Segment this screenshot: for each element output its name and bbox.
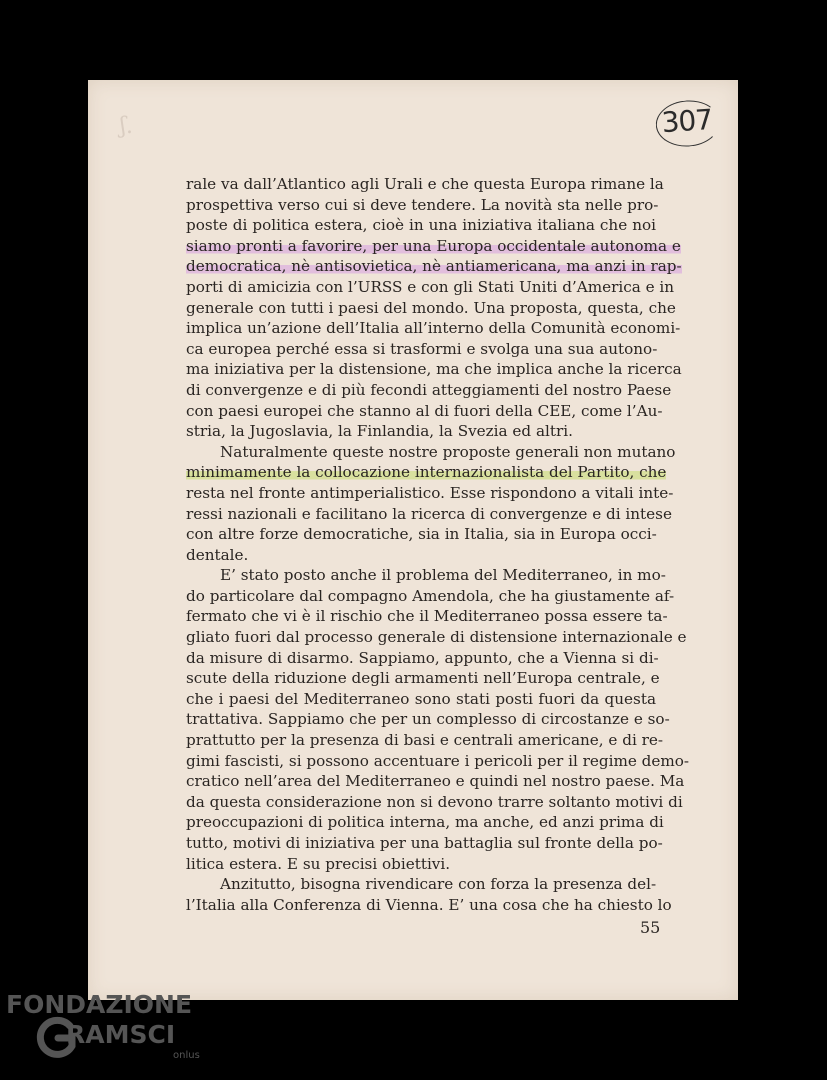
text-line: porti di amicizia con l’URSS e con gli Stati Uniti d’America e in bbox=[186, 277, 675, 296]
text-line: tutto, motivi di iniziativa per una battaglia sul fronte della po- bbox=[186, 834, 663, 852]
text-line: trattativa. Sappiamo che per un complesso di circostanze e so- bbox=[186, 710, 670, 729]
text-line: prospettiva verso cui si deve tendere. La novità sta nelle pro- bbox=[186, 195, 659, 214]
text-line-highlighted bbox=[186, 236, 681, 257]
text-line: ressi nazionali e facilitano la ricerca di convergenze e di intese bbox=[186, 504, 672, 523]
text-line: litica estera. E su precisi obiettivi. bbox=[186, 854, 451, 873]
text-line: stria, la Jugoslavia, la Finlandia, la Svezia ed altri. bbox=[186, 422, 573, 441]
text-line: preoccupazioni di politica interna, ma anche, ed anzi prima di bbox=[186, 813, 664, 832]
archive-number bbox=[661, 102, 730, 150]
text-line: da misure di disarmo. Sappiamo, appunto, che a Vienna si di- bbox=[186, 648, 659, 667]
body-text bbox=[186, 174, 690, 915]
text-line: rale va dall’Atlantico agli Urali e che questa Europa rimane la bbox=[186, 175, 664, 193]
text-line: che i paesi del Mediterraneo sono stati posti fuori da questa bbox=[186, 689, 656, 708]
text-line: gimi fascisti, si possono accentuare i pericoli per il regime demo- bbox=[186, 751, 690, 770]
text-line: E’ stato posto anche il problema del Mediterraneo, in mo- bbox=[220, 566, 666, 585]
text-line: gliato fuori dal processo generale di distensione internazionale e bbox=[186, 628, 687, 647]
page-number: 55 bbox=[640, 918, 661, 937]
text-line-highlighted bbox=[186, 256, 682, 277]
scanned-page bbox=[88, 80, 738, 1000]
text-line: do particolare dal compagno Amendola, che ha giustamente af- bbox=[186, 586, 675, 605]
text-line: Anzitutto, bisogna rivendicare con forza la presenza del- bbox=[220, 875, 657, 894]
text-line: fermato che vi è il rischio che il Mediterraneo possa essere ta- bbox=[186, 607, 668, 626]
text-line: l’Italia alla Conferenza di Vienna. E’ una cosa che ha chiesto lo bbox=[186, 895, 672, 914]
text-line: poste di politica estera, cioè in una iniziativa italiana che noi bbox=[186, 216, 656, 235]
archive-number-text: 307 bbox=[660, 102, 714, 140]
text-line: implica un’azione dell’Italia all’interno della Comunità economi- bbox=[186, 319, 681, 338]
text-line: scute della riduzione degli armamenti nell’Europa centrale, e bbox=[186, 669, 660, 688]
text-line: generale con tutti i paesi del mondo. Una proposta, questa, che bbox=[186, 298, 676, 317]
logo-line-2: RAMSCI bbox=[66, 1020, 176, 1049]
logo-line-1: FONDAZIONE bbox=[6, 990, 193, 1019]
text-line-highlighted bbox=[186, 462, 667, 483]
text-line: dentale. bbox=[186, 545, 249, 564]
text-line: prattutto per la presenza di basi e centrali americane, e di re- bbox=[186, 731, 664, 750]
text-line: cratico nell’area del Mediterraneo e quindi nel nostro paese. Ma bbox=[186, 772, 685, 791]
text-line: Naturalmente queste nostre proposte generali non mutano bbox=[220, 442, 676, 461]
text-line: ma iniziativa per la distensione, ma che implica anche la ricerca bbox=[186, 360, 682, 379]
text-line: con altre forze democratiche, sia in Italia, sia in Europa occi- bbox=[186, 525, 657, 544]
text-line: resta nel fronte antimperialistico. Esse rispondono a vitali inte- bbox=[186, 483, 674, 502]
fondazione-gramsci-logo bbox=[6, 990, 206, 1070]
highlight-purple: democratica, nè antisovietica, nè antiamericana, ma anzi in rap- bbox=[186, 257, 682, 276]
logo-subtitle: onlus bbox=[173, 1050, 200, 1061]
text-line: di convergenze e di più fecondi atteggiamenti del nostro Paese bbox=[186, 380, 672, 399]
highlight-purple: siamo pronti a favorire, per una Europa occidentale autonoma e bbox=[186, 236, 681, 255]
text-line: con paesi europei che stanno al di fuori della CEE, come l’Au- bbox=[186, 401, 663, 420]
text-line: ca europea perché essa si trasformi e svolga una sua autono- bbox=[186, 339, 658, 358]
highlight-green: minimamente la collocazione internazionalista del Partito, che bbox=[186, 463, 667, 482]
faint-pencil-mark: ʃ. bbox=[120, 114, 133, 139]
text-line: da questa considerazione non si devono trarre soltanto motivi di bbox=[186, 792, 683, 811]
